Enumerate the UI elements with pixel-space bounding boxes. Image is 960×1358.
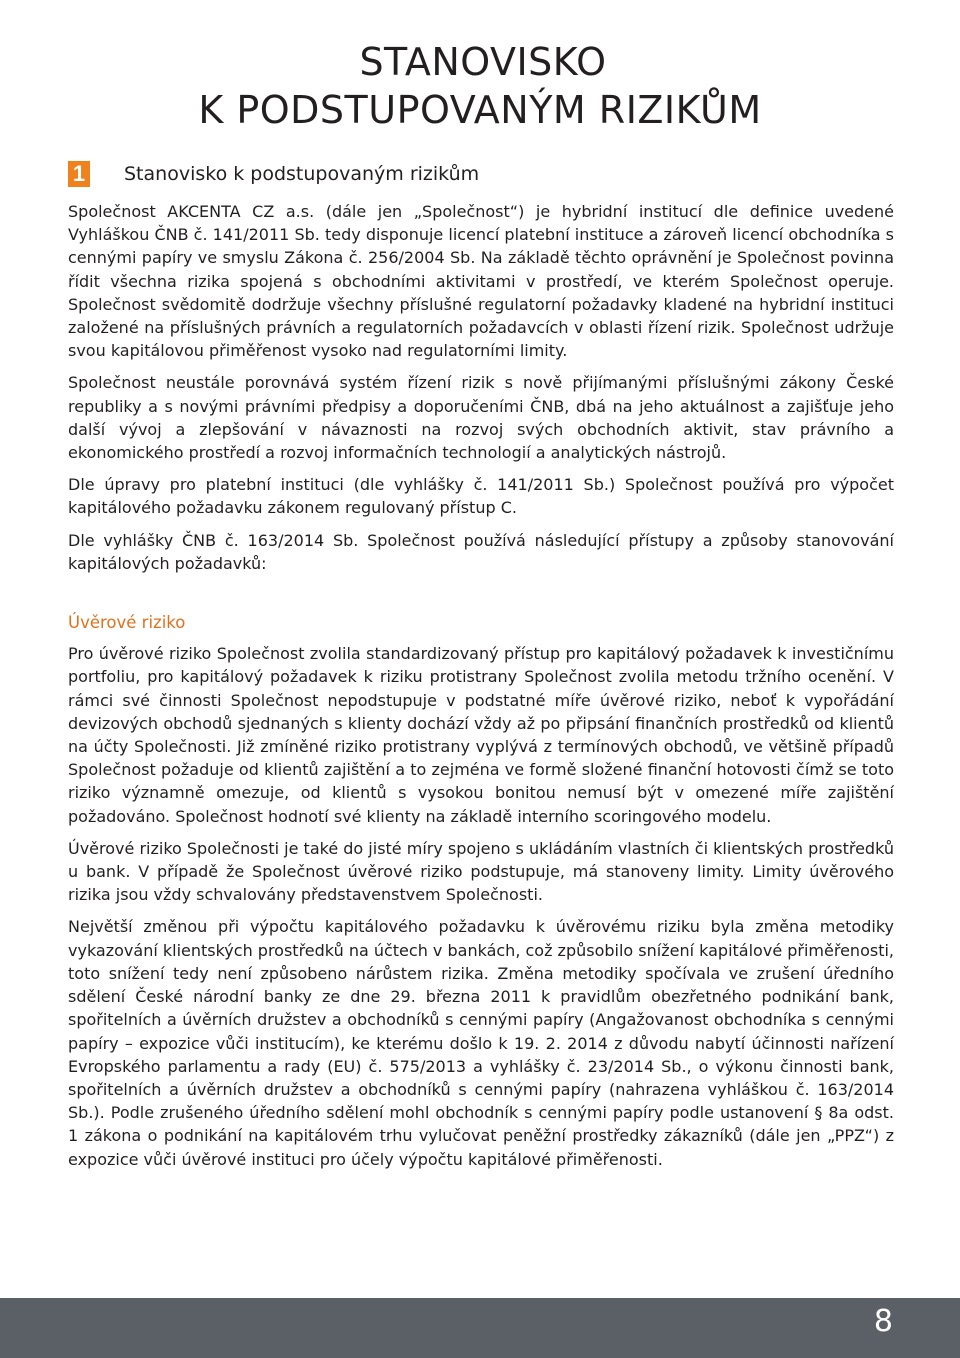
page-title-line-1: STANOVISKO	[359, 40, 607, 84]
page-title-line-2: K PODSTUPOVANÝM RIZIKŮM	[198, 88, 762, 132]
paragraph: Dle vyhlášky ČNB č. 163/2014 Sb. Společnost používá následující přístupy a způsoby stanovování kapitálových požadavků:	[68, 530, 894, 573]
subsection-title: Úvěrové riziko	[68, 613, 186, 633]
paragraph: Největší změnou při výpočtu kapitálového požadavku k úvěrovému riziku byla změna metodiky vykazování klientských prostředků na účtech v bankách, což způsobilo snížení kapitálové přiměřenosti, toto snížení tedy není způsobeno nárůstem rizika. Změna metodiky spočívala ve zrušení úředního sdělení České národní banky ze dne 29. března 2011 k pravidlům obezřetného podnikání bank, spořitelních a úvěrních družstev a obchodníků s cennými papíry (Angažovanost obchodníka s cennými papíry – expozice vůči institucím), ke kterému došlo k 19. 2. 2014 z důvodu nabytí účinnosti nařízení Evropského parlamentu a rady (EU) č. 575/2013 a vyhlášky č. 23/2014 Sb., o výkonu činnosti bank, spořitelních a úvěrních družstev a obchodníků s cennými papíry (nahrazena vyhláškou č. 163/2014 Sb.). Podle zrušeného úředního sdělení mohl obchodník s cennými papíry podle ustanovení § 8a odst. 1 zákona o podnikání na kapitálovém trhu vylučovat peněžní prostředky zákazníků (dále jen „PPZ“) z expozice vůči úvěrové instituci pro účely výpočtu kapitálové přiměřenosti.	[68, 917, 894, 1169]
section-title: Stanovisko k podstupovaným rizikům	[124, 163, 480, 185]
page-title	[0, 38, 960, 134]
footer-bar	[0, 1298, 960, 1358]
section-heading	[68, 160, 479, 188]
paragraph: Společnost AKCENTA CZ a.s. (dále jen „Společnost“) je hybridní institucí dle definice uvedené Vyhláškou ČNB č. 141/2011 Sb. tedy disponuje licencí platební instituce a zároveň licencí obchodníka s cennými papíry ve smyslu Zákona č. 256/2004 Sb. Na základě těchto oprávnění je Společnost povinna řídit všechna rizika spojená s obchodními aktivitami v prostředí, ve kterém Společnost operuje. Společnost svědomitě dodržuje všechny příslušné regulatorní požadavky kladené na hybridní instituci založené na příslušných právních a regulatorních požadavcích v oblasti řízení rizik. Společnost udržuje svou kapitálovou přiměřenost vysoko nad regulatorními limity.	[68, 202, 894, 361]
body-content	[68, 200, 894, 1180]
paragraph: Úvěrové riziko Společnosti je také do jisté míry spojeno s ukládáním vlastních či klientských prostředků u bank. V případě že Společnost úvěrové riziko podstupuje, má stanoveny limity. Limity úvěrového rizika jsou vždy schvalovány představenstvem Společnosti.	[68, 838, 894, 905]
paragraph: Společnost neustále porovnává systém řízení rizik s nově přijímanými příslušnými zákony České republiky a s novými právními předpisy a doporučeními ČNB, dbá na jeho aktuálnost a zajišťuje jeho další vývoj a zlepšování v návaznosti na rozvoj svých obchodních aktivit, stav právního a ekonomického prostředí a rozvoj informačních technologií a analytických nástrojů.	[68, 373, 894, 463]
paragraph: Dle úpravy pro platební instituci (dle vyhlášky č. 141/2011 Sb.) Společnost používá pro výpočet kapitálového požadavku zákonem regulovaný přístup C.	[68, 475, 894, 518]
paragraph: Pro úvěrové riziko Společnost zvolila standardizovaný přístup pro kapitálový požadavek k investičnímu portfoliu, pro kapitálový požadavek k riziku protistrany Společnost zvolila metodu tržního ocenění. V rámci své činnosti Společnost nepodstupuje v podstatné míře úvěrové riziko, neboť k vypořádání devizových obchodů sjednaných s klienty dochází vždy až po připsání finančních prostředků od klientů na účty Společnosti. Již zmíněné riziko protistrany vyplývá z termínových obchodů, ve většině případů Společnost požaduje od klientů zajištění a to zejména ve formě složené finanční hotovosti čímž se toto riziko významně omezuje, od klientů s vysokou bonitou nemusí být v omezené míře zajištění požadováno. Společnost hodnotí své klienty na základě interního scoringového modelu.	[68, 644, 894, 826]
section-number-badge: 1	[68, 161, 90, 187]
page-number: 8	[873, 1304, 893, 1339]
